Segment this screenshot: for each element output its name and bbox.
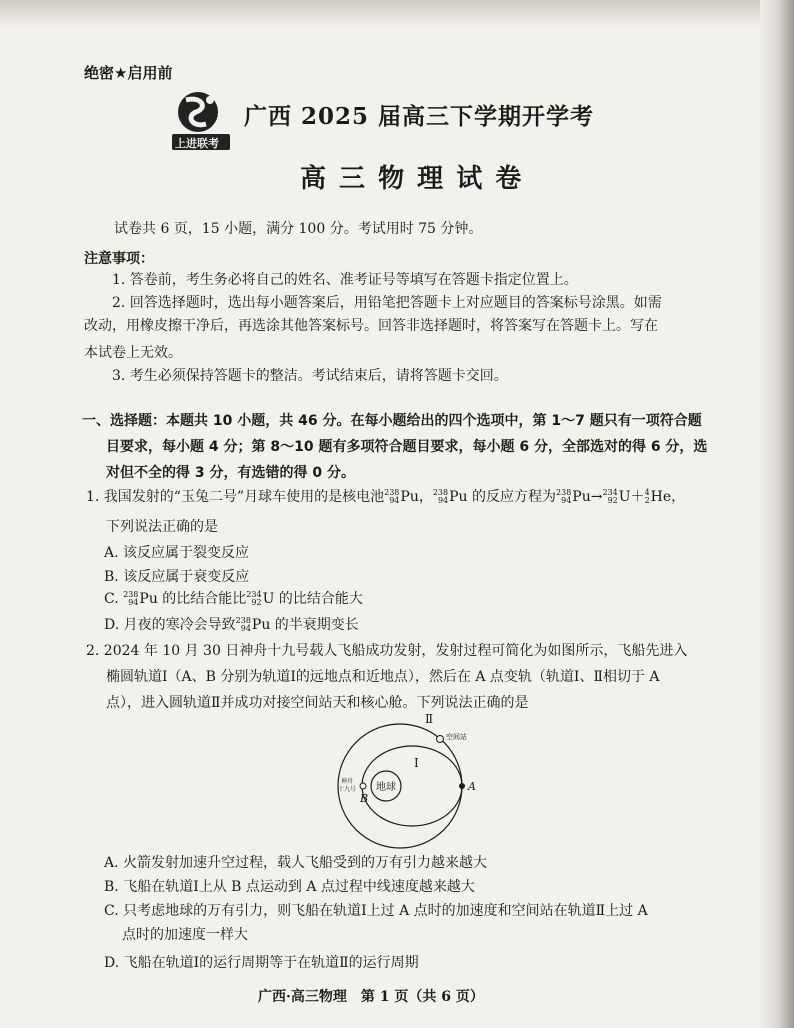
q1-text: Pu→ bbox=[572, 489, 603, 505]
q1-option-c: C. 238 94 Pu 的比结合能比 234 92 U 的比结合能大 bbox=[104, 590, 363, 607]
page-edge-shadow bbox=[760, 0, 794, 1028]
point-a-label: A bbox=[468, 780, 476, 793]
scan-shadow-top bbox=[0, 0, 794, 28]
page-footer: 广西·高三物理 第 1 页（共 6 页） bbox=[258, 989, 484, 1005]
q1-text: Pu， bbox=[400, 489, 433, 505]
exam-logo bbox=[172, 90, 230, 152]
q1-text: 1. 我国发射的“玉兔二号”月球车使用的是核电池 bbox=[86, 489, 385, 505]
q1-option-b: B. 该反应属于衰变反应 bbox=[104, 569, 250, 585]
subject-title: 高 三 物 理 试 卷 bbox=[300, 164, 524, 194]
pu-isotope: 238 94 bbox=[123, 590, 139, 607]
notice-item: 1. 答卷前，考生务必将自己的姓名、准考证号等填写在答题卡指定位置上。 bbox=[112, 272, 578, 288]
notice-item: 改动，用橡皮擦干净后，再选涂其他答案标号。回答非选择题时，将答案写在答题卡上。写在 bbox=[84, 318, 658, 334]
question-2-stem: 点），进入圆轨道Ⅱ并成功对接空间站天和核心舱。下列说法正确的是 bbox=[106, 695, 529, 711]
ship-label: 十九号 bbox=[338, 786, 357, 793]
station-dot bbox=[437, 736, 444, 743]
q2-option-c-cont: 点时的加速度一样大 bbox=[122, 927, 248, 943]
pu-isotope: 238 94 bbox=[432, 488, 449, 505]
notice-item: 本试卷上无效。 bbox=[84, 345, 182, 361]
q2-option-c: C. 只考虑地球的万有引力，则飞船在轨道Ⅰ上过 A 点时的加速度和空间站在轨道Ⅱ上过 A bbox=[104, 903, 648, 919]
notice-item: 2. 回答选择题时，选出每小题答案后，用铅笔把答题卡上对应题目的答案标号涂黑。如需 bbox=[112, 295, 662, 311]
he-isotope: 4 2 bbox=[644, 488, 650, 505]
q2-option-b: B. 飞船在轨道Ⅰ上从 B 点运动到 A 点过程中线速度越来越大 bbox=[104, 879, 475, 895]
pu-isotope: 238 94 bbox=[384, 488, 400, 505]
q2-option-a: A. 火箭发射加速升空过程，载人飞船受到的万有引力越来越大 bbox=[104, 855, 488, 871]
ship-label: 神舟 bbox=[341, 778, 354, 785]
notice-item: 3. 考生必须保持答题卡的整洁。考试结束后，请将答题卡交回。 bbox=[112, 368, 508, 384]
question-1-prompt: 下列说法正确的是 bbox=[106, 519, 218, 535]
question-2-stem: 2. 2024 年 10 月 30 日神舟十九号载人飞船成功发射，发射过程可简化为如图所示，飞船先进入 bbox=[86, 643, 688, 659]
section-instructions: 对但不全的得 3 分，有选错的得 0 分。 bbox=[106, 465, 355, 481]
logo-text: 上进联考 bbox=[175, 137, 219, 150]
section-instructions: 一、选择题：本题共 10 小题，共 46 分。在每小题给出的四个选项中，第 1～7 题只有一项符合题 bbox=[82, 413, 702, 429]
notice-heading: 注意事项： bbox=[84, 251, 154, 267]
point-b-label: B bbox=[360, 792, 369, 805]
exam-title: 广西 2025 届高三下学期开学考 bbox=[244, 103, 595, 130]
q2-option-d: D. 飞船在轨道Ⅰ的运行周期等于在轨道Ⅱ的运行周期 bbox=[104, 955, 419, 971]
pu-isotope: 238 94 bbox=[235, 616, 251, 633]
u-isotope: 234 92 bbox=[602, 488, 618, 505]
section-instructions: 目要求，每小题 4 分；第 8～10 题有多项符合题目要求，每小题 6 分，全部选对的得 6 分，选 bbox=[106, 439, 708, 455]
question-2-stem: 椭圆轨道Ⅰ（A、B 分别为轨道Ⅰ的远地点和近地点），然后在 A 点变轨（轨道Ⅰ、Ⅱ相切于 A bbox=[106, 669, 660, 685]
orbit-diagram bbox=[330, 712, 490, 852]
earth-label: 地球 bbox=[376, 782, 396, 793]
secret-label: 绝密★启用前 bbox=[84, 64, 173, 82]
orbit-2-label: Ⅱ bbox=[425, 712, 434, 726]
q1-option-a: A. 该反应属于裂变反应 bbox=[104, 545, 250, 561]
q1-option-d: D. 月夜的寒冷会导致 238 94 Pu 的半衰期变长 bbox=[104, 616, 359, 633]
station-label: 空间站 bbox=[446, 733, 467, 741]
q1-text: Pu 的反应方程为 bbox=[449, 489, 557, 505]
point-a-dot bbox=[459, 783, 465, 789]
q1-text: U＋ bbox=[618, 489, 645, 505]
point-b-dot bbox=[360, 783, 366, 789]
u-isotope: 234 92 bbox=[246, 590, 262, 607]
pu-isotope: 238 94 bbox=[556, 488, 572, 505]
question-1-stem bbox=[86, 486, 685, 506]
orbit-1-label: Ⅰ bbox=[414, 756, 419, 770]
exam-intro: 试卷共 6 页，15 小题，满分 100 分。考试用时 75 分钟。 bbox=[114, 221, 483, 237]
q1-text: He， bbox=[650, 489, 686, 505]
